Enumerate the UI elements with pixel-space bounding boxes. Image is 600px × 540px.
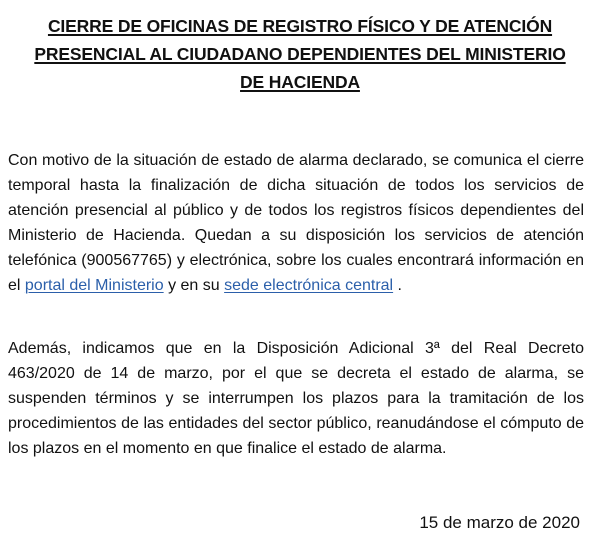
notice-paragraph-2: Además, indicamos que en la Disposición Adicional 3ª del Real Decreto 463/2020 de 14 de marzo, por el que se decreta el estado de alarma, se suspenden términos y se interrumpen los plazos para la tramitación de los procedimientos de las entidades del sector público, reanudándose el cómputo de los plazos en el momento en que finalice el estado de alarma.: [8, 340, 584, 457]
notice-date: 15 de marzo de 2020: [419, 513, 580, 532]
paragraph-1-text-middle: y en su: [163, 277, 225, 294]
sede-electronica-link[interactable]: sede electrónica central: [224, 277, 394, 294]
notice-title: CIERRE DE OFICINAS DE REGISTRO FÍSICO Y DE ATENCIÓN PRESENCIAL AL CIUDADANO DEPENDIENTES DEL MINISTERIO DE HACIENDA: [34, 16, 566, 92]
paragraph-1-text-before: Con motivo de la situación de estado de alarma declarado, se comunica el cierre temporal hasta la finalización de dicha situación de todos los servicios de atención presencial al público y de todos los registros físicos dependientes del Ministerio de Hacienda. Quedan a su disposición los servicios de atención telefónica (900567765) y electrónica, sobre los cuales encontrará información en el: [8, 152, 584, 294]
paragraph-1-text-after: .: [393, 277, 402, 294]
portal-ministerio-link[interactable]: portal del Ministerio: [24, 277, 164, 294]
notice-paragraph-1: [8, 148, 584, 298]
